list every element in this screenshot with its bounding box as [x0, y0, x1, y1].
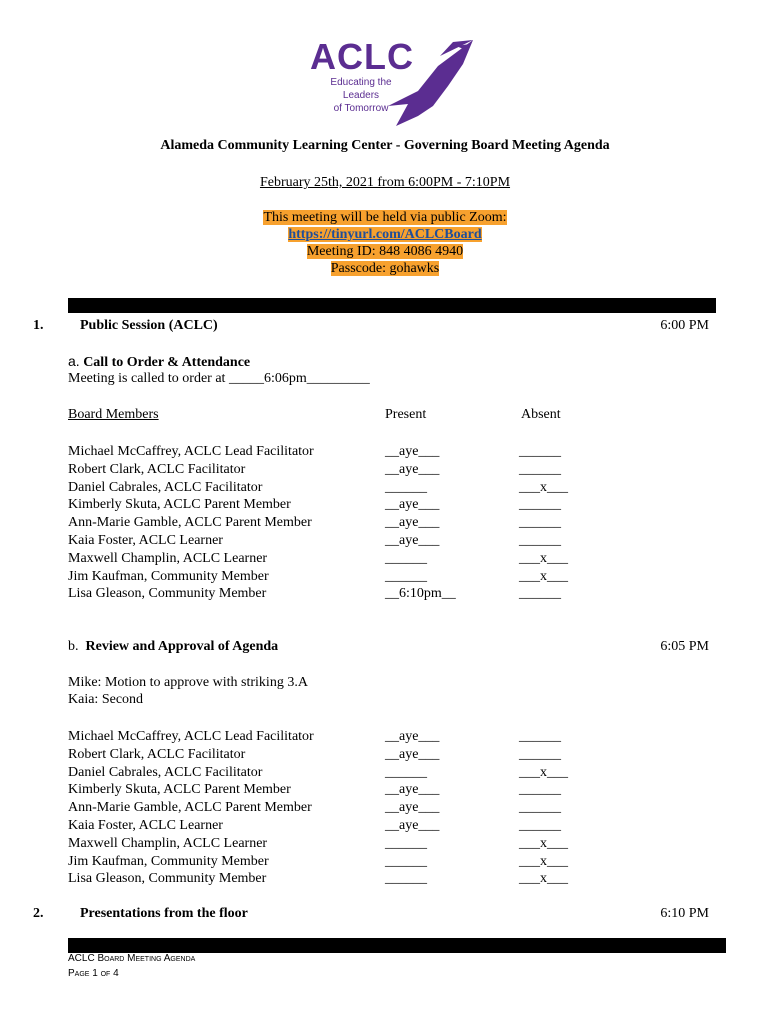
attendance-present-list [385, 443, 475, 603]
list-item: ______ [519, 729, 561, 744]
logo-brand-text: ACLC [310, 36, 414, 77]
list-item: Lisa Gleason, Community Member [68, 871, 267, 887]
call-to-order-note: Meeting is called to order at _____6:06pm_________ [68, 371, 370, 386]
list-item: Maxwell Champlin, ACLC Learner [68, 550, 268, 566]
aclc-logo [308, 36, 478, 132]
list-item: ______ [385, 764, 427, 780]
list-item: ______ [385, 550, 427, 566]
footer-page-number: Page 1 of 4 [68, 968, 119, 979]
list-item: ______ [519, 817, 561, 833]
list-item: __aye___ [385, 461, 440, 477]
footer-title: ACLC Board Meeting Agenda [68, 953, 196, 964]
list-item: Daniel Cabrales, ACLC Facilitator [68, 764, 263, 780]
list-item: ______ [385, 568, 427, 584]
section-1-title: Public Session (ACLC) [80, 318, 218, 333]
list-item: ______ [385, 853, 427, 869]
list-item: Robert Clark, ACLC Facilitator [68, 461, 246, 477]
vote-absent-list [519, 728, 609, 888]
meeting-id: Meeting ID: 848 4086 4940 [306, 244, 464, 259]
list-item: ___x___ [519, 853, 568, 869]
list-item: ______ [385, 479, 427, 495]
zoom-info [0, 209, 770, 277]
section-2-number: 2. [33, 906, 44, 921]
item-b-heading: b. Review and Approval of Agenda [68, 639, 279, 654]
list-item: Robert Clark, ACLC Facilitator [68, 746, 246, 762]
item-b-time: 6:05 PM [660, 639, 709, 654]
list-item: Michael McCaffrey, ACLC Lead Facilitator [68, 444, 314, 459]
document-title: Alameda Community Learning Center - Governing Board Meeting Agenda [160, 138, 610, 153]
vote-aye-list [385, 728, 475, 888]
list-item: ___x___ [519, 568, 568, 584]
present-header: Present [385, 407, 427, 422]
list-item: Daniel Cabrales, ACLC Facilitator [68, 479, 263, 495]
list-item: ______ [519, 746, 561, 762]
board-members-header: Board Members [68, 407, 159, 422]
list-item: __aye___ [385, 497, 440, 513]
attendance-absent-list [519, 443, 609, 603]
logo-tagline: Educating the Leaders of Tomorrow [330, 77, 392, 114]
list-item: ______ [519, 586, 561, 602]
list-item: ______ [385, 835, 427, 851]
list-item: Jim Kaufman, Community Member [68, 853, 269, 869]
list-item: ______ [519, 782, 561, 798]
list-item: __aye___ [385, 532, 440, 548]
list-item: ______ [519, 515, 561, 531]
list-item: Kaia Foster, ACLC Learner [68, 817, 223, 833]
eagle-icon [378, 36, 478, 132]
list-item: ___x___ [519, 871, 568, 887]
list-item: ___x___ [519, 835, 568, 851]
item-a-heading: a. Call to Order & Attendance [68, 353, 251, 370]
list-item: __aye___ [385, 746, 440, 762]
list-item: __6:10pm__ [385, 586, 456, 602]
list-item: Jim Kaufman, Community Member [68, 568, 269, 584]
zoom-link[interactable]: https://tinyurl.com/ACLCBoard [288, 227, 482, 242]
list-item: Ann-Marie Gamble, ACLC Parent Member [68, 800, 312, 816]
list-item: Kaia Foster, ACLC Learner [68, 532, 223, 548]
list-item: __aye___ [385, 444, 440, 459]
list-item: __aye___ [385, 515, 440, 531]
list-item: Maxwell Champlin, ACLC Learner [68, 835, 268, 851]
second-text: Kaia: Second [68, 692, 144, 707]
list-item: __aye___ [385, 817, 440, 833]
section-1-number: 1. [33, 318, 44, 333]
section-divider-bar [68, 298, 716, 313]
section-2-title: Presentations from the floor [80, 906, 248, 921]
list-item: ___x___ [519, 479, 568, 495]
page-footer [68, 951, 195, 981]
list-item: ___x___ [519, 550, 568, 566]
list-item: ______ [519, 461, 561, 477]
vote-member-list [68, 728, 368, 888]
attendance-member-list [68, 443, 368, 603]
motion-text: Mike: Motion to approve with striking 3.A [68, 675, 308, 690]
list-item: Lisa Gleason, Community Member [68, 586, 267, 602]
list-item: ___x___ [519, 764, 568, 780]
list-item: ______ [519, 497, 561, 513]
list-item: ______ [519, 444, 561, 459]
passcode: Passcode: gohawks [330, 261, 440, 276]
list-item: ______ [385, 871, 427, 887]
list-item: __aye___ [385, 729, 440, 744]
absent-header: Absent [521, 407, 561, 422]
section-2-time: 6:10 PM [660, 906, 709, 921]
meeting-date: February 25th, 2021 from 6:00PM - 7:10PM [259, 175, 511, 190]
list-item: ______ [519, 532, 561, 548]
list-item: __aye___ [385, 800, 440, 816]
list-item: Michael McCaffrey, ACLC Lead Facilitator [68, 729, 314, 744]
zoom-note: This meeting will be held via public Zoom: [263, 210, 507, 225]
list-item: Kimberly Skuta, ACLC Parent Member [68, 497, 291, 513]
list-item: __aye___ [385, 782, 440, 798]
list-item: ______ [519, 800, 561, 816]
section-1-time: 6:00 PM [660, 318, 709, 333]
list-item: Kimberly Skuta, ACLC Parent Member [68, 782, 291, 798]
list-item: Ann-Marie Gamble, ACLC Parent Member [68, 515, 312, 531]
